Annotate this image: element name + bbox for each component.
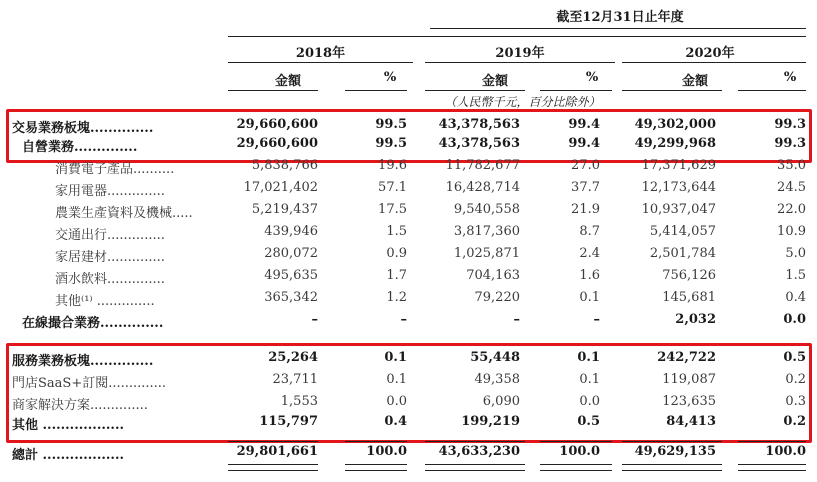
cell-2019-pct: 8.7 [579,224,600,239]
cell-2018-pct: 1.5 [386,224,407,239]
cell-2020-amount: 84,413 [666,414,716,429]
cell-2018-pct: 0.0 [386,394,407,409]
cell-2020-amount: 145,681 [662,290,716,305]
cell-2019-amount: 704,163 [466,268,520,283]
sub-rule-4 [540,90,612,91]
cell-2018-amount: 5,219,437 [251,202,318,217]
row-label: 交易業務板塊.............. [12,121,154,136]
cell-2019-pct: 0.1 [579,372,600,387]
double-rule-2 [345,464,407,471]
row-label: 其他⁽¹⁾ .............. [55,294,155,309]
double-rule-1 [228,464,318,471]
sub-rule-5 [622,90,722,91]
row-label: 酒水飲料.............. [55,272,165,287]
row-label: 商家解決方案.............. [12,398,148,413]
cell-2019-amount: – [513,312,520,327]
table-row [0,158,817,178]
table-row [0,202,817,222]
table-row [0,312,817,332]
total-top-rule-6 [738,441,806,442]
cell-2019-pct: 0.0 [579,394,600,409]
double-rule-4 [540,464,612,471]
cell-2020-pct: 22.0 [777,202,806,217]
cell-2018-amount: 115,797 [259,414,318,429]
cell-2019-pct: 99.4 [568,136,600,151]
cell-2020-pct: 99.3 [774,117,806,132]
table-row [0,372,817,392]
year-rule-2020 [622,62,806,63]
cell-2020-pct: 1.5 [785,268,806,283]
cell-2020-amount: 10,937,047 [641,202,716,217]
year-rule-2018 [228,62,413,63]
amount-header-2018: 金額 [274,74,301,89]
cell-2019-pct: 0.5 [577,414,600,429]
cell-2018-amount: 495,635 [264,268,318,283]
cell-2018-amount: 17,021,402 [243,180,318,195]
cell-2018-amount: 5,838,766 [251,158,318,173]
cell-2019-amount: 6,090 [482,394,520,409]
cell-2018-pct: 0.4 [384,414,407,429]
year-rule-2019 [425,62,615,63]
cell-2018-pct: 0.1 [386,372,407,387]
cell-2020-pct: 35.0 [777,158,806,173]
period-header: 截至12月31日止年度 [556,10,684,25]
cell-2020-amount: 242,722 [657,350,716,365]
cell-2020-pct: 24.5 [777,180,806,195]
cell-2019-pct: 27.0 [571,158,600,173]
cell-2018-amount: 280,072 [264,246,318,261]
table-row [0,350,817,370]
cell-2020-amount: 119,087 [662,372,716,387]
total-row [0,444,817,464]
cell-2018-pct: 100.0 [366,444,407,459]
cell-2018-amount: 1,553 [280,394,318,409]
double-rule-5 [622,464,722,471]
cell-2019-pct: 100.0 [559,444,600,459]
table-row [0,180,817,200]
cell-2018-pct: 19.6 [378,158,407,173]
table-row [0,136,817,156]
period-rule [430,28,806,29]
cell-2020-pct: 5.0 [785,246,806,261]
cell-2019-amount: 43,378,563 [438,117,520,132]
cell-2019-amount: 1,025,871 [453,246,520,261]
cell-2019-amount: 43,633,230 [438,444,520,459]
cell-2018-amount: – [311,312,318,327]
cell-2018-amount: 29,660,600 [236,136,318,151]
table-row [0,290,817,310]
cell-2020-amount: 49,299,968 [634,136,716,151]
cell-2020-pct: 0.2 [785,372,806,387]
row-label: 家居建材.............. [55,250,165,265]
cell-2019-pct: 21.9 [571,202,600,217]
sub-rule-1 [228,90,318,91]
row-label: 農業生產資料及機械..... [55,206,193,221]
year-2018: 2018年 [295,46,346,61]
cell-2018-pct: 1.7 [386,268,407,283]
cell-2018-pct: 17.5 [378,202,407,217]
cell-2019-pct: 0.1 [577,350,600,365]
cell-2020-amount: 49,302,000 [634,117,716,132]
table-row [0,414,817,434]
row-label: 在線撮合業務.............. [22,316,164,331]
cell-2018-pct: 99.5 [375,117,407,132]
total-top-rule-2 [345,441,407,442]
row-label: 總計 .................. [12,448,124,463]
total-top-rule-3 [425,441,525,442]
cell-2020-amount: 49,629,135 [634,444,716,459]
amount-header-2020: 金額 [681,74,708,89]
year-top-rule [228,36,806,37]
table-row [0,246,817,266]
pct-header-2020: % [783,70,797,85]
cell-2018-amount: 23,711 [272,372,318,387]
unit-note: （人民幣千元，百分比除外） [444,95,601,109]
year-2020: 2020年 [685,46,735,61]
cell-2019-amount: 9,540,558 [453,202,520,217]
cell-2018-amount: 365,342 [264,290,318,305]
cell-2018-amount: 29,660,600 [236,117,318,132]
amount-header-2019: 金額 [481,74,508,89]
sub-rule-3 [425,90,525,91]
cell-2019-pct: 0.1 [579,290,600,305]
cell-2020-pct: 0.3 [785,394,806,409]
double-rule-6 [738,464,806,471]
cell-2020-pct: 0.5 [783,350,806,365]
row-label: 消費電子產品.......... [55,162,175,177]
row-label: 門店SaaS+訂閱.............. [12,376,167,391]
sub-rule-2 [345,90,407,91]
cell-2020-amount: 5,414,057 [649,224,716,239]
cell-2019-pct: – [593,312,600,327]
row-label: 自營業務.............. [22,140,138,155]
cell-2020-amount: 2,501,784 [649,246,716,261]
cell-2020-pct: 0.4 [785,290,806,305]
cell-2019-amount: 3,817,360 [453,224,520,239]
cell-2020-pct: 100.0 [765,444,806,459]
cell-2019-amount: 199,219 [461,414,520,429]
row-label: 服務業務板塊.............. [12,354,154,369]
cell-2018-amount: 25,264 [268,350,318,365]
cell-2018-pct: – [400,312,407,327]
cell-2020-amount: 756,126 [662,268,716,283]
cell-2019-amount: 79,220 [474,290,520,305]
table-row [0,117,817,137]
cell-2020-amount: 12,173,644 [641,180,716,195]
cell-2019-amount: 11,782,677 [445,158,520,173]
cell-2019-amount: 16,428,714 [445,180,520,195]
cell-2019-pct: 2.4 [579,246,600,261]
cell-2019-amount: 43,378,563 [438,136,520,151]
total-top-rule-4 [540,441,612,442]
cell-2018-amount: 29,801,661 [236,444,318,459]
cell-2018-pct: 1.2 [386,290,407,305]
cell-2020-pct: 99.3 [774,136,806,151]
cell-2018-pct: 0.9 [386,246,407,261]
cell-2020-amount: 17,371,629 [641,158,716,173]
cell-2018-pct: 57.1 [378,180,407,195]
sub-rule-6 [738,90,806,91]
table-row [0,268,817,288]
cell-2019-pct: 1.6 [579,268,600,283]
row-label: 交通出行.............. [55,228,165,243]
total-top-rule-5 [622,441,722,442]
cell-2020-pct: 0.0 [783,312,806,327]
pct-header-2019: % [585,70,599,85]
cell-2019-pct: 99.4 [568,117,600,132]
year-2019: 2019年 [495,46,545,61]
cell-2018-pct: 99.5 [375,136,407,151]
table-row [0,394,817,414]
cell-2018-amount: 439,946 [264,224,318,239]
cell-2019-amount: 55,448 [470,350,520,365]
cell-2020-pct: 10.9 [777,224,806,239]
double-rule-3 [425,464,525,471]
row-label: 家用電器.............. [55,184,165,199]
cell-2019-amount: 49,358 [474,372,520,387]
table-row [0,224,817,244]
total-top-rule-1 [228,441,318,442]
cell-2019-pct: 37.7 [571,180,600,195]
cell-2020-pct: 0.2 [783,414,806,429]
cell-2018-pct: 0.1 [384,350,407,365]
cell-2020-amount: 2,032 [675,312,716,327]
pct-header-2018: % [383,70,397,85]
row-label: 其他 .................. [12,418,124,433]
cell-2020-amount: 123,635 [662,394,716,409]
